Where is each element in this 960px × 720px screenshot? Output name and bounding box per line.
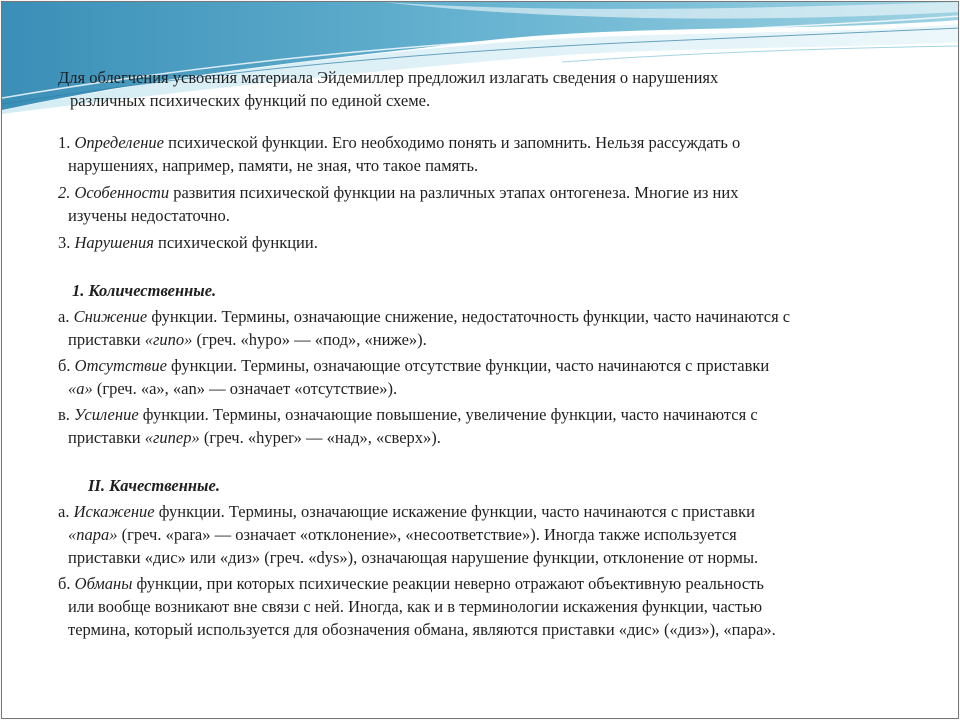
scheme-item-3 [58,231,918,254]
quantitative-item-c [58,403,918,449]
scheme-item-term: Нарушения [74,233,154,252]
item-letter: б. [58,574,71,593]
item-text: функции. Термины, означающие отсутствие функции, часто начинаются с приставки [166,356,770,375]
item-term: Снижение [73,307,148,326]
quantitative-item-b [58,354,918,400]
item-text: функции. Термины, означающие искажение функции, часто начинаются с приставки [154,502,755,521]
scheme-item-text: психической функции. [153,233,318,252]
item-prefix: «гипер» [144,428,200,447]
item-letter: б. [58,356,71,375]
item-text-pre: приставки [68,428,145,447]
item-term: Искажение [73,502,155,521]
intro-paragraph [58,66,918,112]
intro-line-1: Для облегчения усвоения материала Эйдемиллер предложил излагать сведения о нарушениях [58,68,719,87]
scheme-item-1 [58,131,918,177]
item-text-post: (греч. «hyper» — «над», «сверх»). [199,428,441,447]
qualitative-item-b [58,572,918,641]
intro-line-2: различных психических функций по единой схеме. [70,91,431,110]
item-text-pre: приставки [68,330,145,349]
item-letter: а. [58,307,70,326]
scheme-item-text: развития психической функции на различных этапах онтогенеза. Многие из них [169,183,739,202]
scheme-item-text-line2: нарушениях, например, памяти, не зная, что такое память. [68,156,479,175]
item-term: Отсутствие [74,356,167,375]
scheme-item-term: Особенности [74,183,170,202]
item-text-line2: или вообще возникают вне связи с ней. Иногда, как и в терминологии искажения функции, частью [68,597,763,616]
quantitative-item-a [58,305,918,351]
section-heading-quantitative: 1. Количественные. [72,281,217,300]
item-prefix: «а» [68,379,93,398]
scheme-item-number: 2. [58,183,71,202]
item-text-line3: термина, который используется для обозначения обмана, являются приставки «дис» («диз»), «пара». [68,620,776,639]
item-text: функции. Термины, означающие повышение, увеличение функции, часто начинаются с [138,405,758,424]
item-prefix: «пара» [68,525,118,544]
item-text-line3: приставки «дис» или «диз» (греч. «dys»), означающая нарушение функции, отклонение от нормы. [68,548,759,567]
slide [1,1,959,719]
item-text-post: (греч. «hypo» — «под», «ниже»). [192,330,427,349]
item-letter: в. [58,405,70,424]
scheme-item-2 [58,181,918,227]
item-text: функции, при которых психические реакции неверно отражают объективную реальность [132,574,764,593]
item-term: Обманы [74,574,133,593]
scheme-item-term: Определение [74,133,164,152]
item-letter: а. [58,502,70,521]
item-text-post: (греч. «а», «an» — означает «отсутствие»). [92,379,398,398]
scheme-item-text: психической функции. Его необходимо понять и запомнить. Нельзя рассуждать о [163,133,741,152]
scheme-item-text-line2: изучены недостаточно. [68,206,230,225]
scheme-item-number: 1. [58,133,71,152]
qualitative-item-a [58,500,918,569]
item-text-post: (греч. «para» — означает «отклонение», «несоответствие»). Иногда также используется [117,525,737,544]
item-text: функции. Термины, означающие снижение, недостаточность функции, часто начинаются с [147,307,791,326]
item-term: Усиление [74,405,139,424]
section-heading-qualitative: II. Качественные. [88,476,220,495]
scheme-item-number: 3. [58,233,71,252]
item-prefix: «гипо» [144,330,193,349]
slide-body [58,66,918,641]
